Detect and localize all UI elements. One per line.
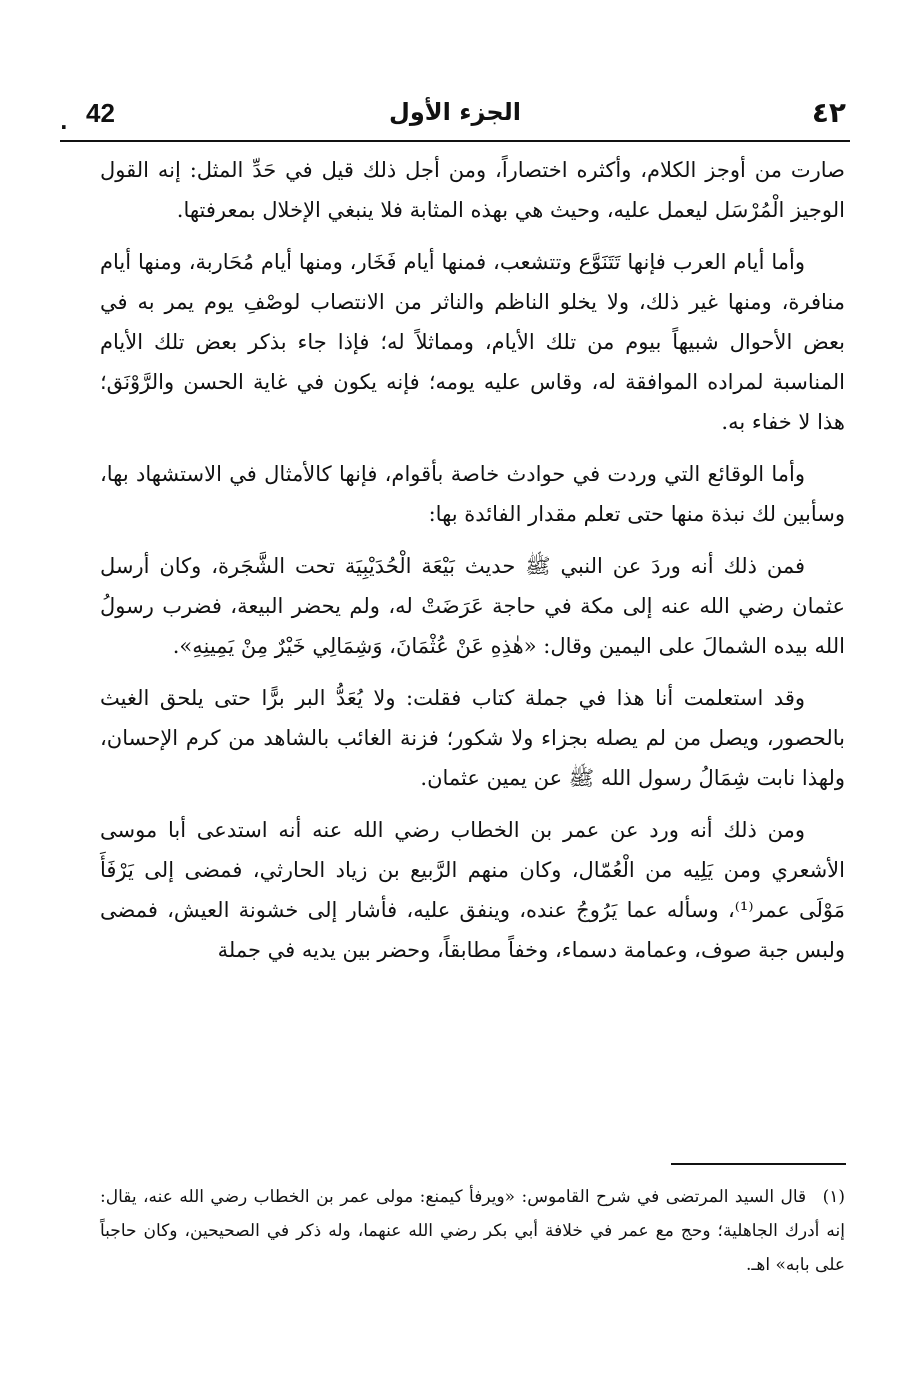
page-number-latin: 42 [86,98,115,128]
paragraph: فمن ذلك أنه وردَ عن النبي ﷺ حديث بَيْعَة الْحُدَيْبِيَة تحت الشَّجَرة، وكان أرسل عثمان رضي الله عنه إلى مكة في حاجة عَرَضَتْ له، ولم يحضر البيعة، فضرب رسولُ الله بيده الشمالَ على اليمين وقال: «هٰذِهِ عَنْ عُثْمَانَ، وَشِمَالِي خَيْرٌ مِنْ يَمِينِهِ». [100,554,845,658]
footnote [100,1180,845,1282]
page-number-arabic: ٤٢ [811,96,846,129]
paragraph: وأما أيام العرب فإنها تَتَنَوَّع وتتشعب، فمنها أيام فَخَار، ومنها أيام مُحَاربة، ومنها أيام منافرة، ومنها غير ذلك، ولا يخلو الناظم والناثر من الانتصاب لوصْفِ يوم يمر به في بعض الأحوال شبيهاً بيوم من تلك الأيام، ومماثلاً له؛ فإذا جاء بذكر بعض تلك الأيام المناسبة لمراده الموافقة له، وقاس عليه يومه؛ فإنه يكون في غاية الحسن والرَّوْنَق؛ هذا لا خفاء به. [100,250,845,434]
footnote-text: قال السيد المرتضى في شرح القاموس: «ويرفأ كيمنع: مولى عمر بن الخطاب رضي الله عنه، يقال: إنه أدرك الجاهلية؛ وحج مع عمر في خلافة أبي بكر رضي الله عنهما، وله ذكر في الصحيحين، وكان حاجباً على بابه» اهـ. [100,1187,845,1275]
footnote-marker: (١) [822,1187,845,1207]
main-text [100,150,845,982]
paragraph: صارت من أوجز الكلام، وأكثره اختصاراً، ومن أجل ذلك قيل في حَدِّ المثل: إنه القول الوجيز الْمُرْسَل ليعمل عليه، وحيث هي بهذه المثابة فلا ينبغي الإخلال بمعرفتها. [100,158,845,222]
paragraph: ومن ذلك أنه ورد عن عمر بن الخطاب رضي الله عنه أنه استدعى أبا موسى الأشعري ومن يَلِيه من الْعُمّال، وكان منهم الرَّبيع بن زياد الحارثي، فمضى إلى يَرْفَأَ مَوْلَى عمر⁽¹⁾، وسأله عما يَرُوجُ عنده، وينفق عليه، فأشار إلى خشونة العيش، فمضى ولبس جبة صوف، وعمامة دسماء، وخفاً مطابقاً، وحضر بين يديه في جملة [100,818,846,962]
running-title: الجزء الأول [389,98,521,126]
page-header [60,96,850,142]
paragraph: وأما الوقائع التي وردت في حوادث خاصة بأقوام، فإنها كالأمثال في الاستشهاد بها، وسأبين لك نبذة منها حتى تعلم مقدار الفائدة بها: [100,462,845,526]
paragraph: وقد استعلمت أنا هذا في جملة كتاب فقلت: ولا يُعَدُّ البر برًّا حتى يلحق الغيث بالحصور، ويصل من لم يصله بجزاء ولا شكور؛ فزنة الغائب بالشاهد من كرم الإحسان، ولهذا نابت شِمَالُ رسول الله ﷺ عن يمين عثمان. [100,686,845,790]
header-dot: . [60,110,68,134]
footnote-divider [671,1163,846,1165]
